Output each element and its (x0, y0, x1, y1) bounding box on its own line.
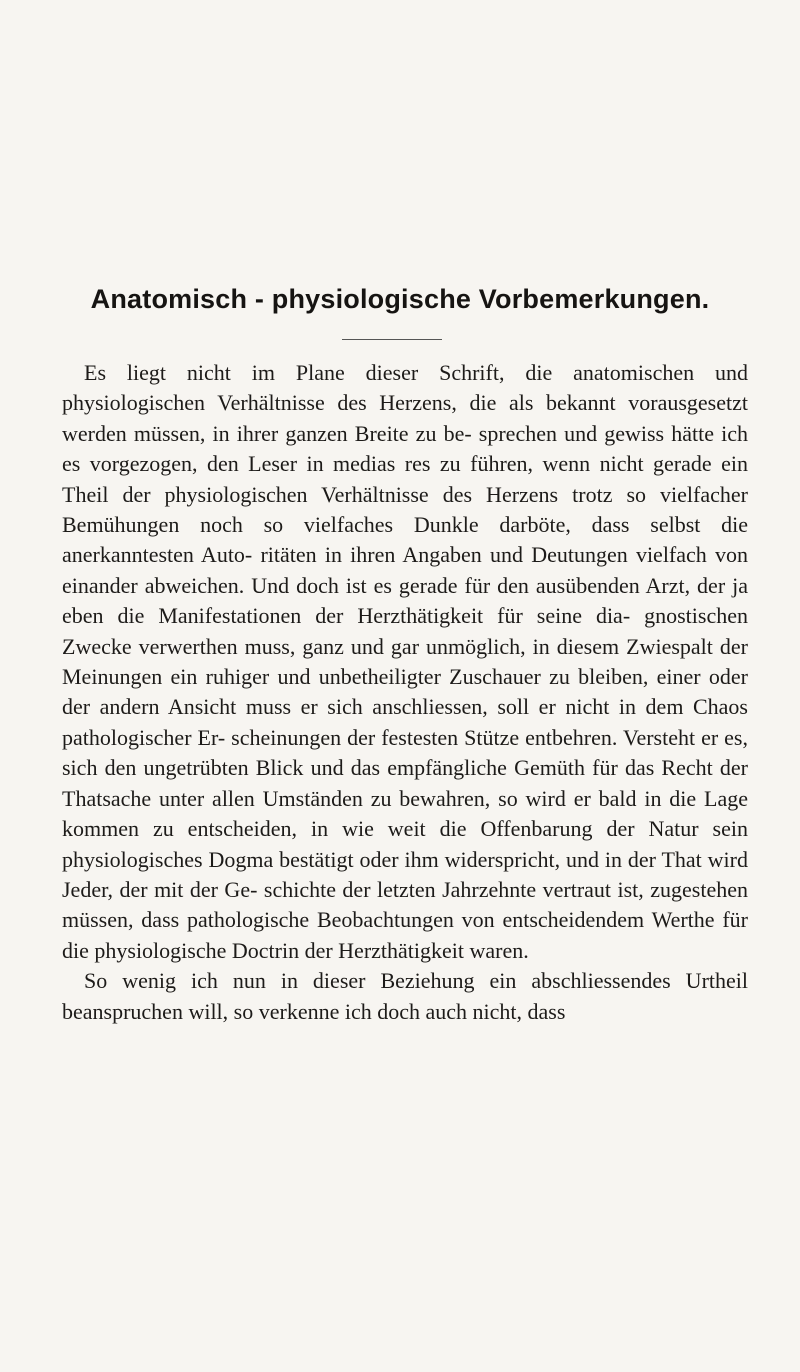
body-text (62, 358, 748, 1027)
paragraph-1: Es liegt nicht im Plane dieser Schrift, die anatomischen und physiologischen Verhältnisse des Herzens, die als bekannt vorausgesetzt werden müssen, in ihrer ganzen Breite zu be- sprechen und gewiss hätte ich es vorgezogen, den Leser in medias res zu führen, wenn nicht gerade ein Theil der physiologischen Verhältnisse des Herzens trotz so vielfacher Bemühungen noch so vielfaches Dunkle darböte, dass selbst die anerkanntesten Auto- ritäten in ihren Angaben und Deutungen vielfach von einander abweichen. Und doch ist es gerade für den ausübenden Arzt, der ja eben die Manifestationen der Herzthätigkeit für seine dia- gnostischen Zwecke verwerthen muss, ganz und gar unmöglich, in diesem Zwiespalt der Meinungen ein ruhiger und unbetheiligter Zuschauer zu bleiben, einer oder der andern Ansicht muss er sich anschliessen, soll er nicht in dem Chaos pathologischer Er- scheinungen der festesten Stütze entbehren. Versteht er es, sich den ungetrübten Blick und das empfängliche Gemüth für das Recht der Thatsache unter allen Umständen zu bewahren, so wird er bald in die Lage kommen zu entscheiden, in wie weit die Offenbarung der Natur sein physiologisches Dogma bestätigt oder ihm widerspricht, und in der That wird Jeder, der mit der Ge- schichte der letzten Jahrzehnte vertraut ist, zugestehen müssen, dass pathologische Beobachtungen von entscheidendem Werthe für die physiologische Doctrin der Herzthätigkeit waren. (62, 360, 748, 963)
paragraph-2: So wenig ich nun in dieser Beziehung ein abschliessendes Urtheil beanspruchen will, so verkenne ich doch auch nicht, dass (62, 968, 748, 1024)
heading-divider (342, 339, 442, 340)
section-heading: Anatomisch - physiologische Vorbemerkungen. (90, 284, 710, 314)
